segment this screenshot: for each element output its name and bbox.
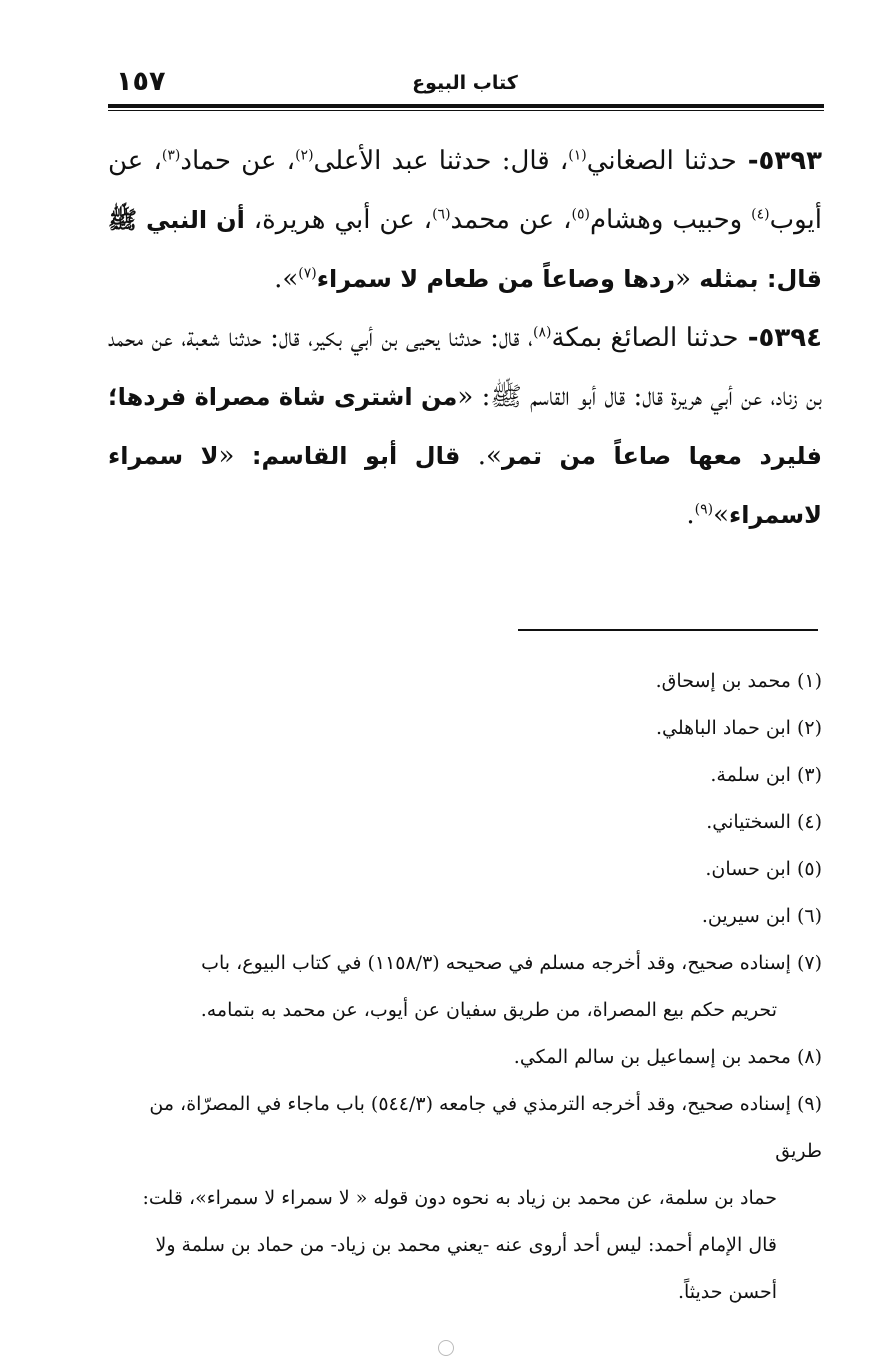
main-text	[108, 132, 822, 545]
page-header	[108, 62, 822, 102]
bold-phrase: لا سمراء لاسمراء	[108, 442, 822, 529]
footnote-separator	[518, 629, 818, 631]
bold-phrase: ردها وصاعاً من طعام لا سمراء	[316, 265, 676, 293]
footnote-ref: (١)	[568, 147, 587, 164]
footnote-ref: (٤)	[751, 206, 770, 223]
scan-mark	[438, 1340, 454, 1356]
page-number: ١٥٧	[116, 66, 166, 97]
footnote-ref: (٧)	[298, 265, 317, 282]
hadith-5393: ٥٣٩٣- حدثنا الصغاني$^{(١)}$، قال: حدثنا عبد الأعلى$^{(٢)}$، عن حماد$^{(٣)}$، عن أيوب$^{(٤)}$ وحبيب وهشام$^{(٥)}$، عن محمد$^{(٦)}$، عن أبي هريرة، أن النبي ﷺ قال: بمثله «ردها وصاعاً من طعام لا سمراء$^{(٧)}$».	[108, 146, 823, 294]
header-rule-thick	[108, 104, 824, 108]
footnote: (٧) إسناده صحيح، وقد أخرجه مسلم في صحيحه (١١٥٨/٣) في كتاب البيوع، باب تحريم حكم بيع المصراة، من طريق سفيان عن أيوب، عن محمد به بتمامه.	[200, 952, 822, 1021]
footnote-ref: (٦)	[432, 206, 451, 223]
footnote: (٥) ابن حسان.	[705, 858, 822, 880]
footnote: (٢) ابن حماد الباهلي.	[656, 717, 822, 739]
bold-phrase: أن النبي ﷺ قال: بمثله	[108, 206, 822, 293]
footnote-ref: (٥)	[571, 206, 590, 223]
hadith-number: ٥٣٩٤	[758, 323, 823, 353]
bold-phrase: من اشترى شاة مصراة فردها؛ فليرد معها صاعاً من تمر	[108, 383, 823, 470]
footnote: (٤) السختياني.	[706, 811, 822, 833]
footnote: (٩) إسناده صحيح، وقد أخرجه الترمذي في جامعه (٥٤٤/٣) باب ماجاء في المصرّاة، من طريق حماد بن سلمة، عن محمد بن زياد به نحوه دون قوله « لا سمراء لا سمراء»، قلت: قال الإمام أحمد: ليس أحد أروى عنه -يعني محمد بن زياد- من حماد بن سلمة ولا أحسن حديثاً.	[142, 1093, 822, 1303]
footnotes	[108, 658, 822, 1316]
footnote: (٨) محمد بن إسماعيل بن سالم المكي.	[513, 1046, 822, 1068]
footnote: (٣) ابن سلمة.	[710, 764, 822, 786]
header-rule-thin	[108, 110, 824, 111]
hadith-number: ٥٣٩٣	[758, 146, 823, 176]
chapter-title: كتاب البيوع	[412, 72, 518, 94]
hadith-5394: ٥٣٩٤- حدثنا الصائغ بمكة$^{(٨)}$، قال: حدثنا يحيى بن أبي بكير، قال: حدثنا شعبة، عن محمد بن زناد، عن أبي هريرة قال: قال أبو القاسم ﷺ: «من اشترى شاة مصراة فردها؛ فليرد معها صاعاً من تمر». قال أبو القاسم: «لا سمراء لاسمراء»$^{(٩)}$.	[108, 323, 823, 530]
bold-phrase: قال أبو القاسم:	[251, 442, 461, 470]
footnote-ref: (٣)	[161, 147, 181, 164]
footnote: (١) محمد بن إسحاق.	[655, 670, 822, 692]
footnote-ref: (٩)	[694, 501, 714, 518]
footnote-ref: (٢)	[295, 147, 314, 164]
footnote: (٦) ابن سيرين.	[701, 905, 822, 927]
footnote-ref: (٨)	[533, 324, 552, 341]
